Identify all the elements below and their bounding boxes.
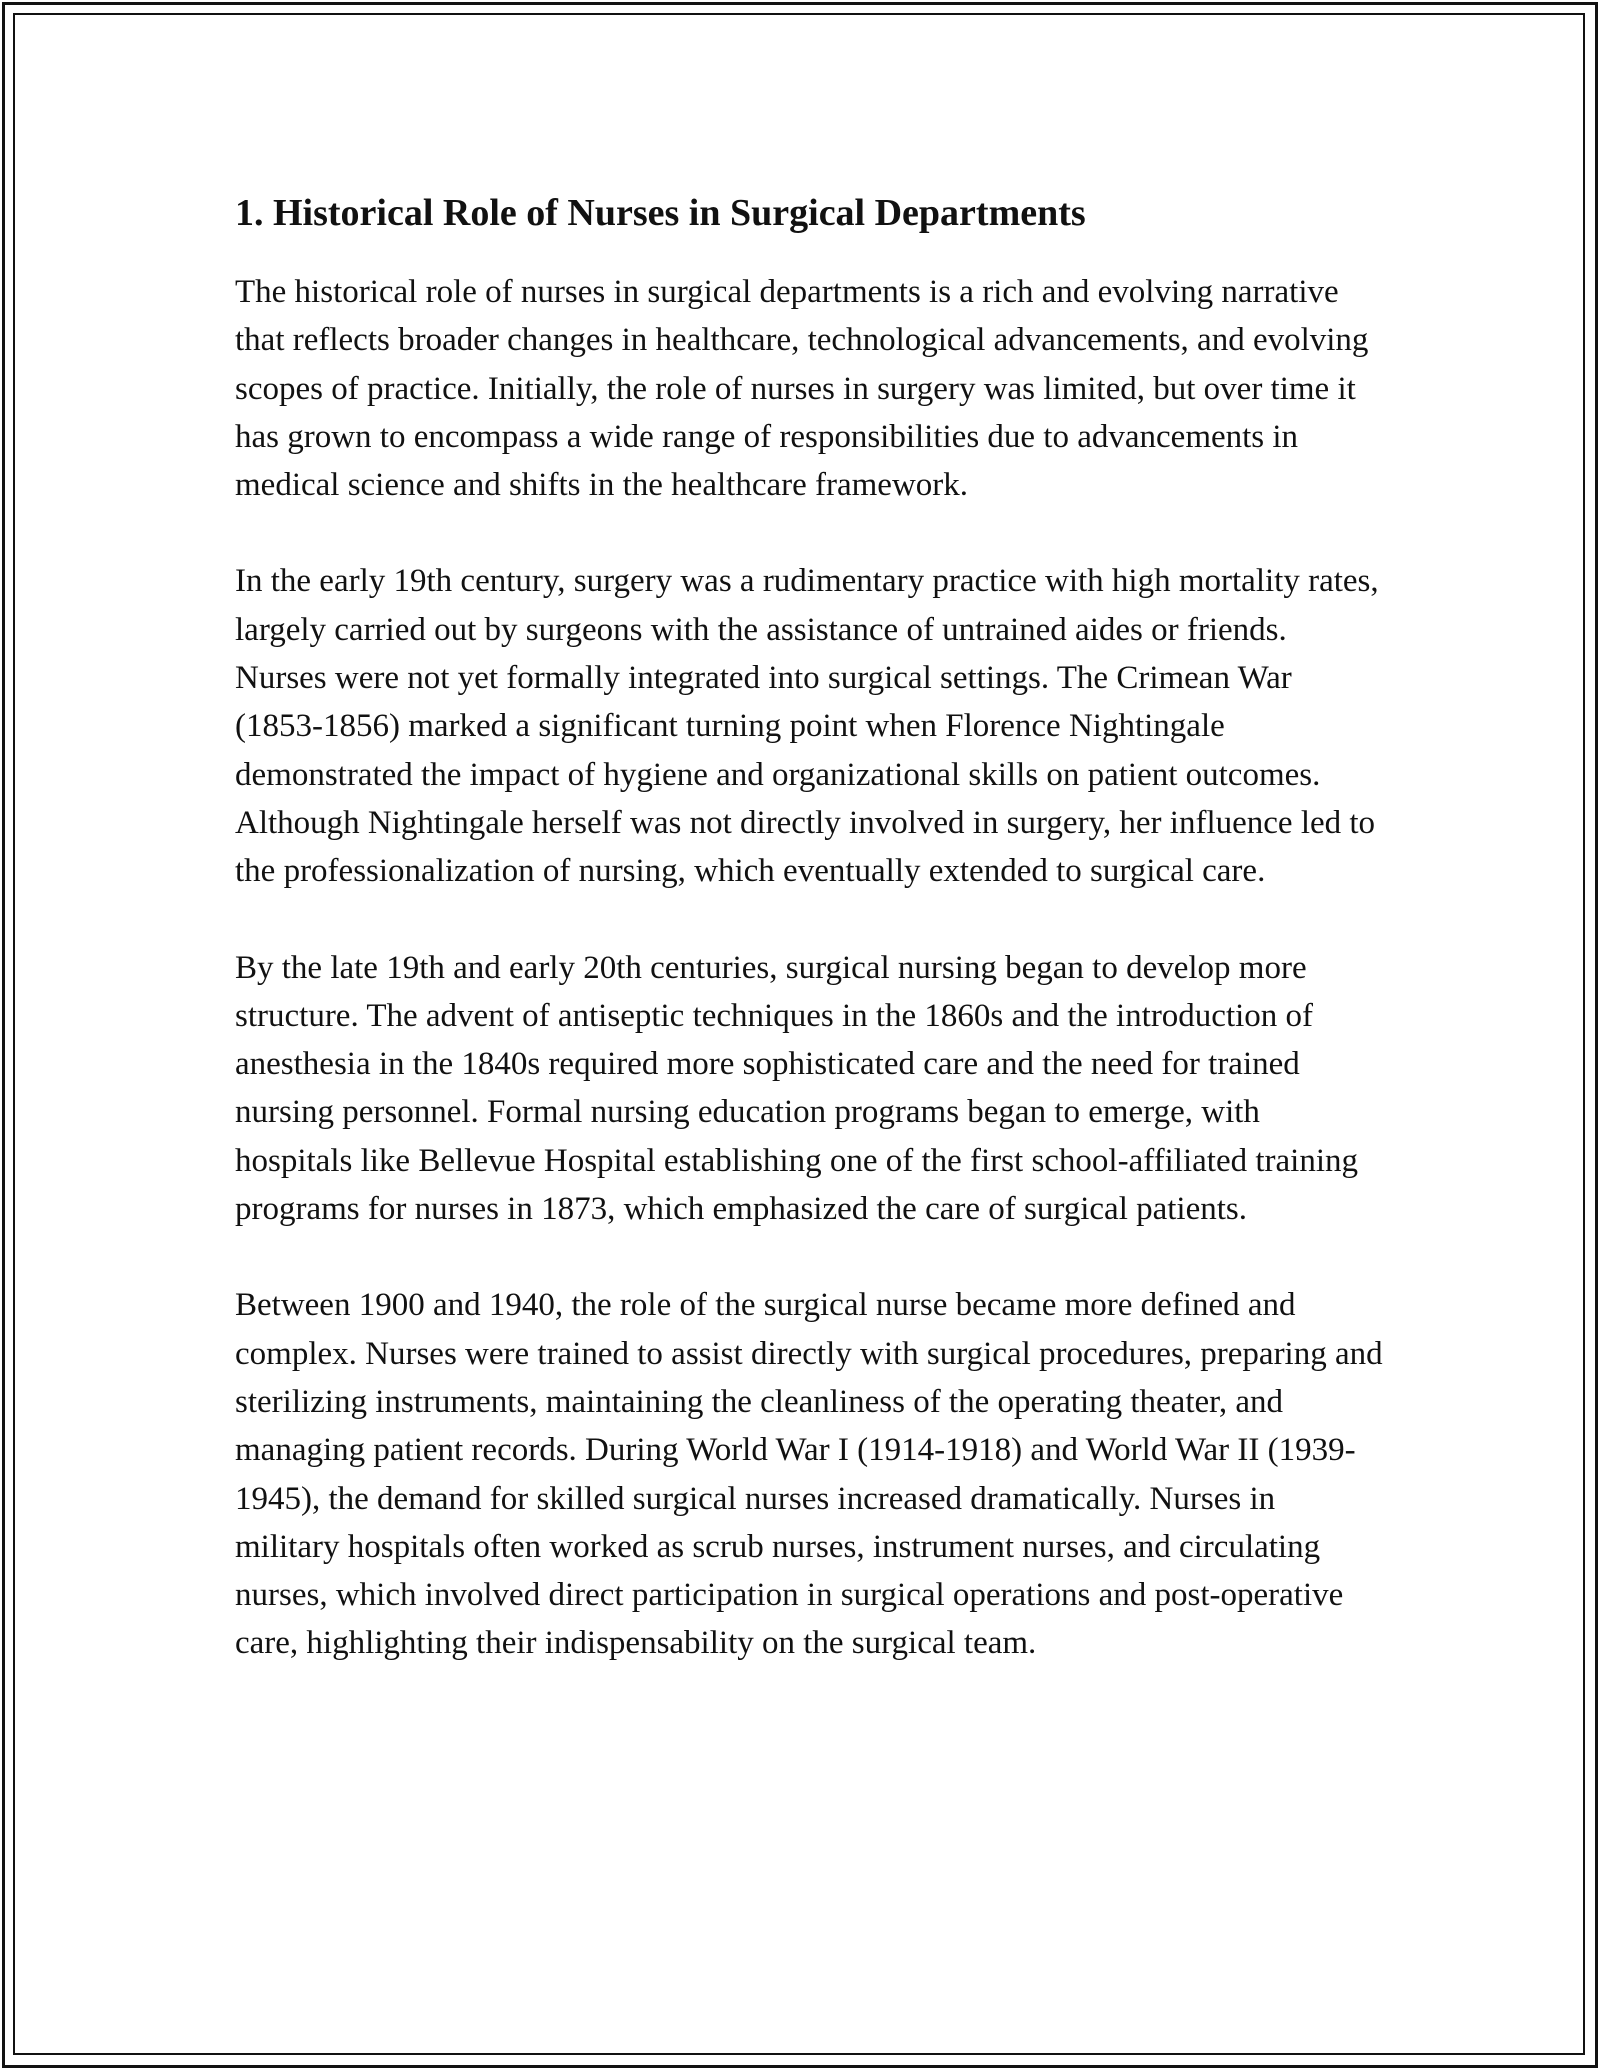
paragraph-1900-1940: Between 1900 and 1940, the role of the surgical nurse became more defined and complex. Nurses were trained to assist directly with surgical procedures, preparing and sterilizing instruments, maintaining the cleanliness of the operating theater, and managing patient records. During World War I (1914-1918) and World War II (1939-1945), the demand for skilled surgical nurses increased dramatically. Nurses in military hospitals often worked as scrub nurses, instrument nurses, and circulating nurses, which involved direct participation in surgical operations and post-operative care, highlighting their indispensability on the surgical team. <box>235 1287 1383 1662</box>
paragraph-early-19th-century: In the early 19th century, surgery was a rudimentary practice with high mortality rates, largely carried out by surgeons with the assistance of untrained aides or friends. Nurses were not yet formally integrated into surgical settings. The Crimean War (1853-1856) marked a significant turning point when Florence Nightingale demonstrated the impact of hygiene and organizational skills on patient outcomes. Although Nightingale herself was not directly involved in surgery, her influence led to the professionalization of nursing, which eventually extended to surgical care. <box>235 563 1379 890</box>
document-body <box>235 188 1385 1716</box>
paragraph-late-19th-early-20th: By the late 19th and early 20th centuries, surgical nursing began to develop more structure. The advent of antiseptic techniques in the 1860s and the introduction of anesthesia in the 1840s required more sophisticated care and the need for trained nursing personnel. Formal nursing education programs began to emerge, with hospitals like Bellevue Hospital establishing one of the first school-affiliated training programs for nurses in 1873, which emphasized the care of surgical patients. <box>235 949 1358 1228</box>
section-title: 1. Historical Role of Nurses in Surgical Departments <box>235 192 1086 234</box>
paragraph-intro: The historical role of nurses in surgical departments is a rich and evolving narrative that reflects broader changes in healthcare, technological advancements, and evolving scopes of practice. Initially, the role of nurses in surgery was limited, but over time it has grown to encompass a wide range of responsibilities due to advancements in medical science and shifts in the healthcare framework. <box>235 274 1369 504</box>
